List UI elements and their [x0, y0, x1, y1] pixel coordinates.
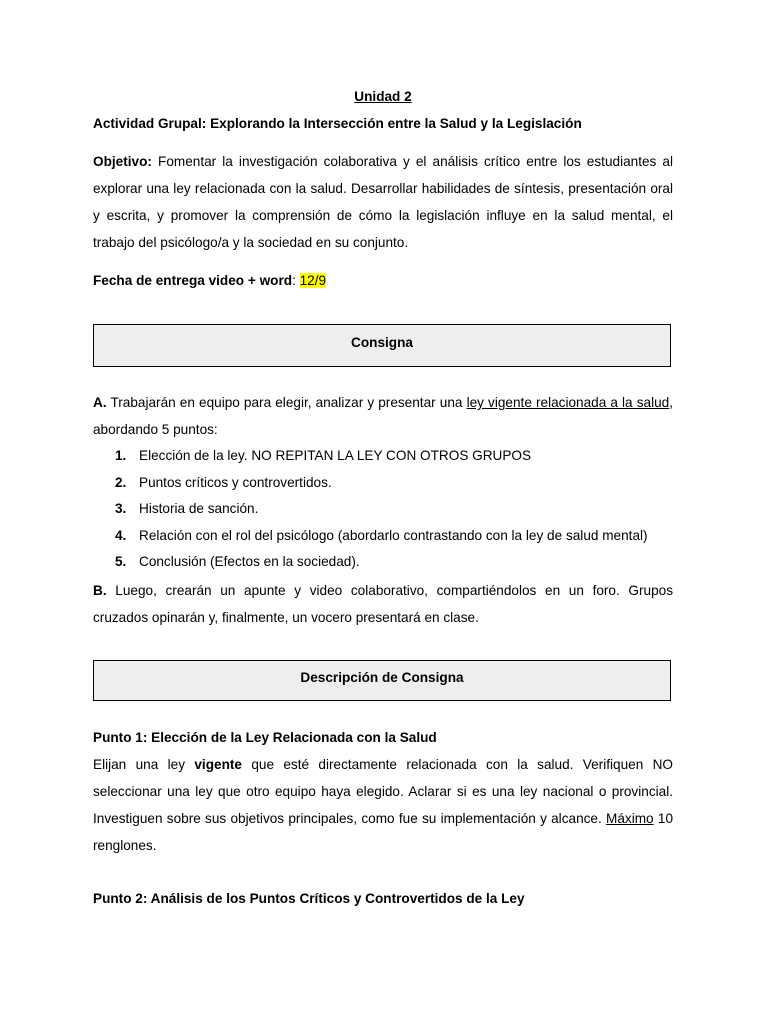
list-item-text: Elección de la ley. NO REPITAN LA LEY CON OTROS GRUPOS [139, 448, 532, 463]
list-item-number: 3. [115, 501, 127, 516]
list-item [93, 470, 673, 497]
point-a-text-after: , abordando 5 puntos: [93, 395, 673, 437]
due-date-label: Fecha de entrega video + word [93, 273, 293, 288]
point-a-text: Trabajarán en equipo para elegir, analizar y presentar una [110, 395, 463, 410]
punto1-text-start: Elijan una ley [93, 757, 186, 772]
punto1-paragraph [93, 751, 673, 859]
punto1-title: Punto 1: Elección de la Ley Relacionada con la Salud [93, 730, 437, 745]
consigna-point-b [93, 577, 673, 631]
list-item-number: 1. [115, 448, 127, 463]
list-item [93, 443, 673, 470]
objective-text: Fomentar la investigación colaborativa y el análisis crítico entre los estudiantes al explorar una ley relacionada con la salud. Desarrollar habilidades de síntesis, presentación oral y escrita, y promover la comprensión de cómo la legislación influye en la salud mental, el trabajo del psicólogo/a y la sociedad en su conjunto. [93, 154, 674, 250]
objective-paragraph [93, 148, 673, 256]
list-item-number: 5. [115, 554, 127, 569]
list-item-text: Puntos críticos y controvertidos. [139, 474, 332, 490]
punto1-underlined-word: Máximo [606, 811, 654, 826]
point-b-text: Luego, crearán un apunte y video colaborativo, compartiéndolos en un foro. Grupos cruzados opinarán y, finalmente, un vocero presentará en clase. [93, 583, 674, 625]
due-date-line [93, 272, 326, 289]
consigna-title: Consigna [351, 335, 413, 350]
list-item-number: 4. [115, 527, 127, 543]
unit-heading: Unidad 2 [354, 89, 412, 104]
objective-label: Objetivo: [93, 154, 152, 169]
punto1-text-end: 10 renglones. [93, 811, 674, 853]
punto1-bold-word: vigente [194, 757, 242, 772]
description-title: Descripción de Consigna [300, 670, 464, 685]
point-b-label: B. [93, 583, 107, 598]
point-a-label: A. [93, 395, 107, 410]
list-item [93, 549, 673, 576]
description-header-box [93, 660, 671, 701]
list-item [93, 496, 673, 523]
list-item-text: Historia de sanción. [139, 501, 259, 516]
consigna-points-list [93, 443, 673, 576]
list-item-text: Conclusión (Efectos en la sociedad). [139, 554, 360, 569]
punto2-title: Punto 2: Análisis de los Puntos Críticos y Controvertidos de la Ley [93, 891, 525, 906]
activity-title: Actividad Grupal: Explorando la Intersección entre la Salud y la Legislación [93, 116, 582, 131]
list-item-number: 2. [115, 474, 127, 490]
list-item-text: Relación con el rol del psicólogo (abordarlo contrastando con la ley de salud mental) [139, 527, 648, 543]
consigna-header-box [93, 324, 671, 367]
consigna-point-a [93, 389, 673, 443]
list-item [93, 523, 673, 550]
punto1-text-middle: que esté directamente relacionada con la salud. Verifiquen NO seleccionar una ley que otro equipo haya elegido. Aclarar si es una ley nacional o provincial. Investiguen sobre sus objetivos principales, como fue su implementación y alcance. [93, 757, 674, 826]
due-date-value: 12/9 [299, 273, 327, 288]
point-a-underlined: ley vigente relacionada a la salud [466, 395, 670, 410]
due-date-separator: : [292, 273, 296, 288]
